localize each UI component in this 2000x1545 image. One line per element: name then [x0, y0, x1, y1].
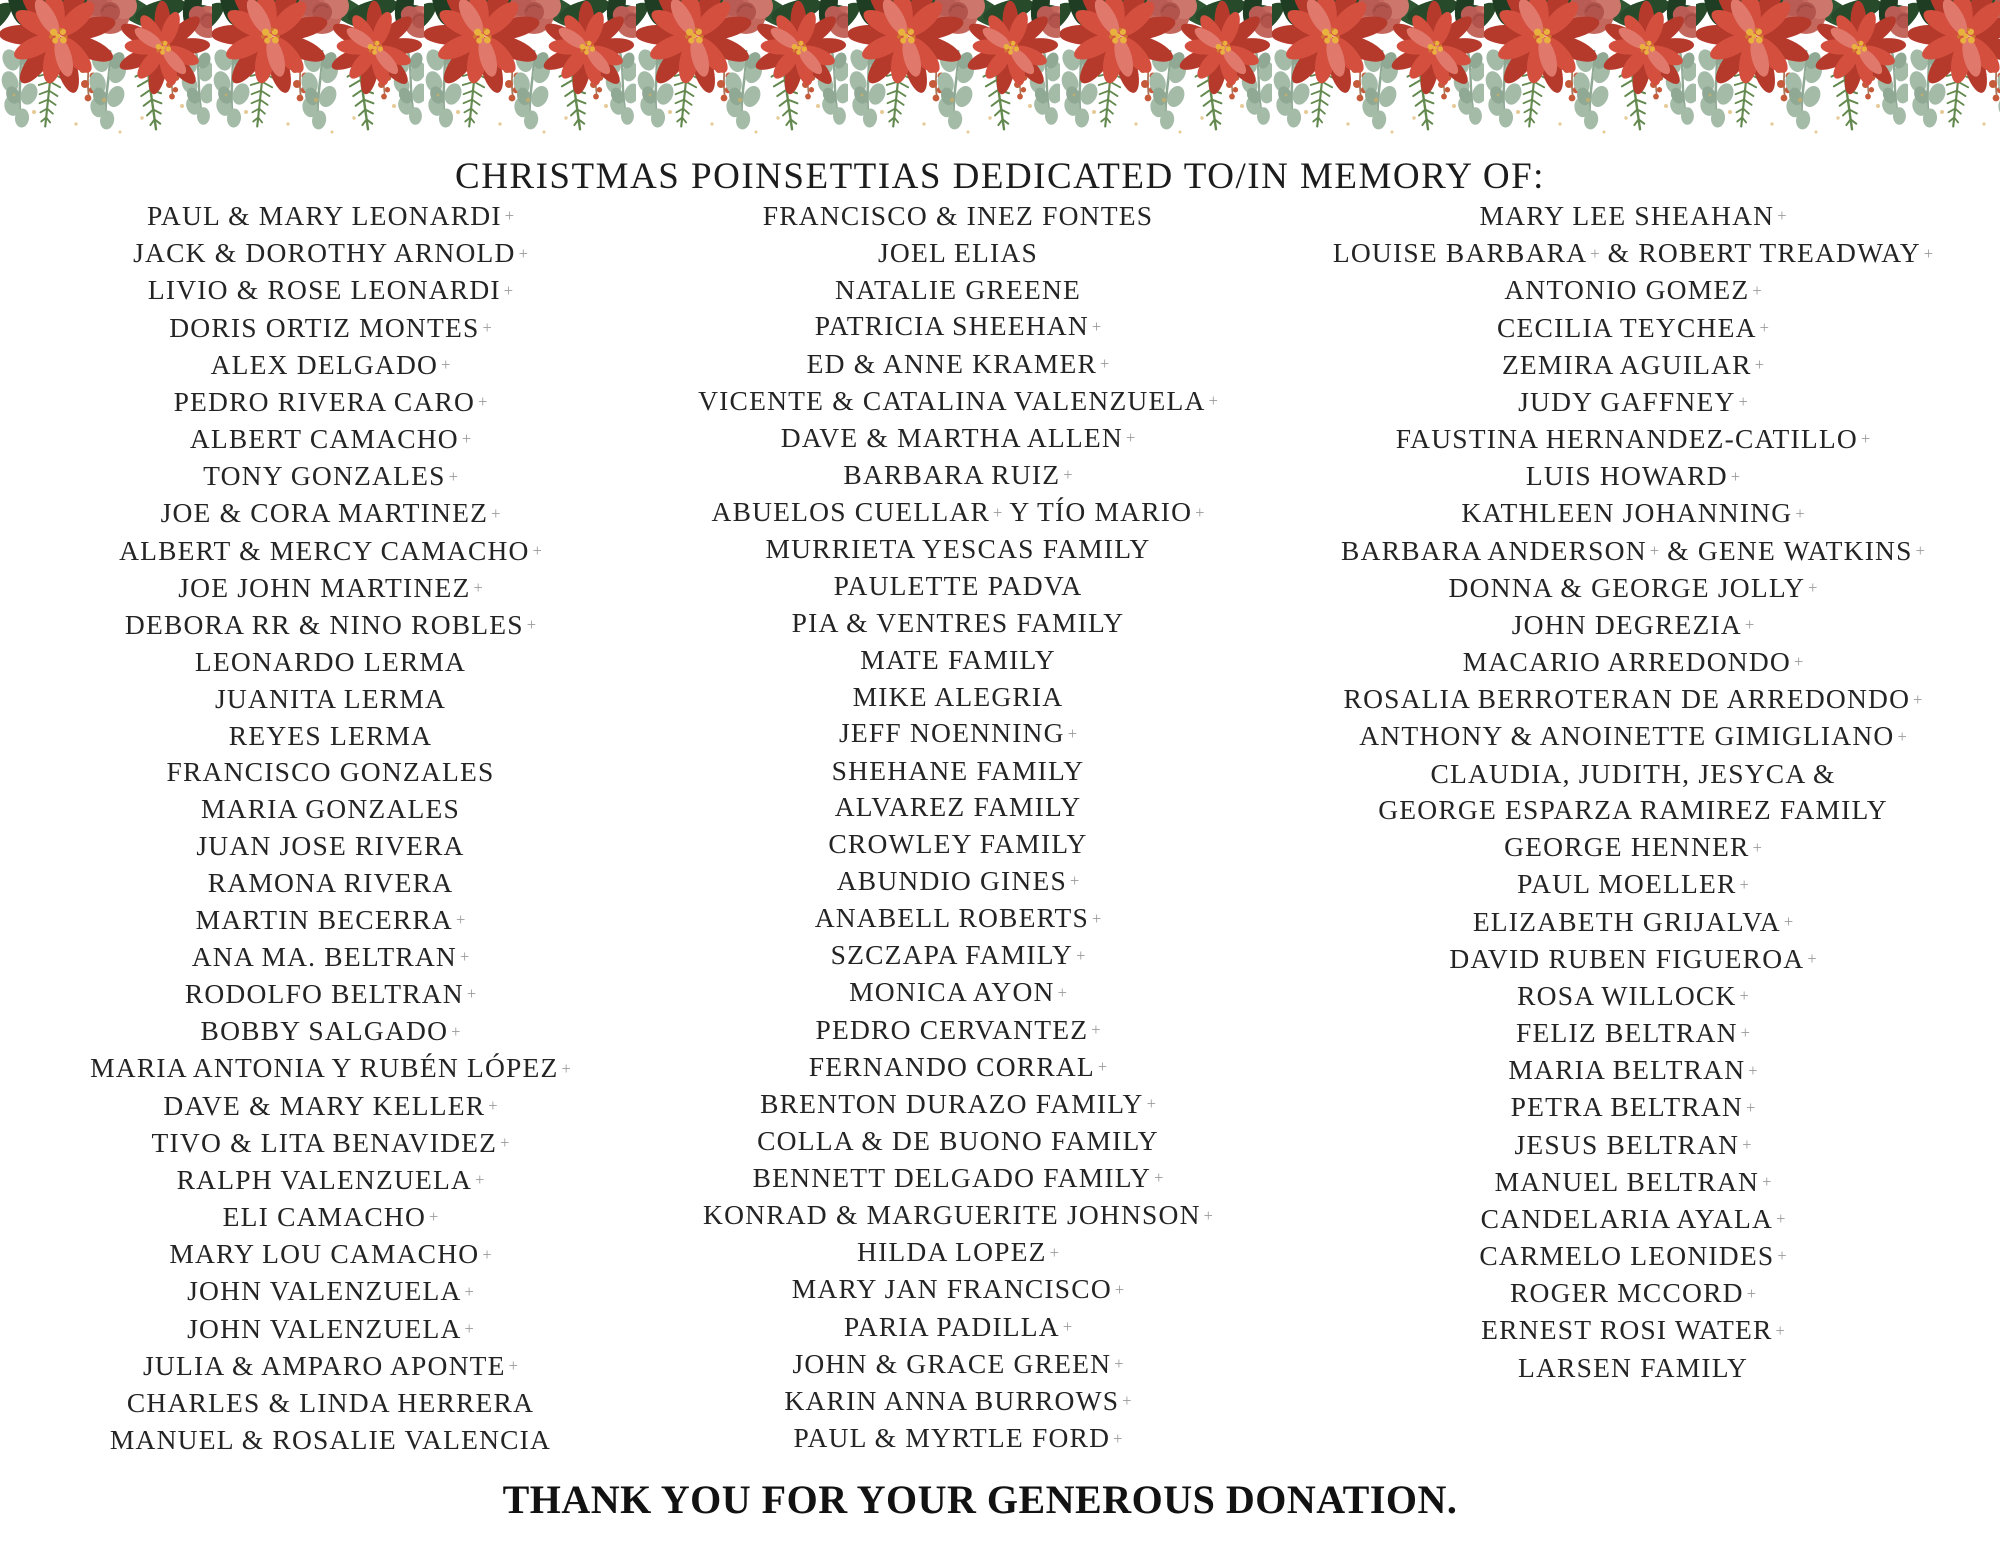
dedication-name: MARY LOU CAMACHO + — [169, 1238, 492, 1270]
dedication-name: FELIZ BELTRAN + — [1516, 1017, 1750, 1049]
dedication-name: JOHN DEGREZIA + — [1511, 608, 1755, 640]
dedication-name: DORIS ORTIZ MONTES + — [169, 311, 492, 343]
dedication-name: KONRAD & MARGUERITE JOHNSON + — [703, 1199, 1213, 1231]
memorial-cross-marker: + — [500, 1133, 510, 1153]
memorial-cross-marker: + — [475, 1170, 485, 1190]
memorial-cross-marker: + — [1775, 1320, 1785, 1340]
dedication-name: MARIA ANTONIA Y RUBÉN LÓPEZ + — [90, 1052, 571, 1084]
dedication-name: LIVIO & ROSE LEONARDI + — [147, 274, 514, 306]
memorial-cross-marker: + — [1808, 578, 1818, 598]
memorial-cross-marker: + — [466, 984, 477, 1004]
dedication-name: BARBARA ANDERSON + & GENE WATKINS + — [1341, 534, 1925, 566]
dedication-name: JUDY GAFFNEY + — [1518, 385, 1748, 417]
dedication-name: JACK & DOROTHY ARNOLD + — [133, 237, 528, 269]
dedication-name: ALBERT & MERCY CAMACHO + — [119, 534, 542, 566]
memorial-cross-marker: + — [1122, 1391, 1132, 1411]
dedication-name: JOEL ELIAS — [878, 236, 1038, 268]
memorial-cross-marker: + — [1590, 243, 1600, 263]
dedication-name: PAULETTE PADVA — [833, 570, 1083, 602]
memorial-cross-marker: + — [1097, 1057, 1108, 1077]
dedication-name: MARY JAN FRANCISCO + — [791, 1273, 1125, 1305]
poinsettia-garland — [0, 0, 2000, 150]
memorial-cross-marker: + — [1759, 317, 1769, 337]
memorial-cross-marker: + — [1730, 466, 1741, 486]
memorial-cross-marker: + — [1738, 392, 1748, 412]
memorial-cross-marker: + — [1100, 353, 1110, 373]
dedication-name: JUAN JOSE RIVERA — [196, 830, 465, 862]
dedication-name: PARIA PADILLA + — [843, 1310, 1073, 1342]
dedication-name: ANTONIO GOMEZ + — [1504, 274, 1762, 306]
memorial-cross-marker: + — [429, 1207, 439, 1227]
dedication-name: GEORGE HENNER + — [1504, 831, 1762, 863]
dedication-name: CARMELO LEONIDES + — [1479, 1240, 1787, 1272]
poinsettia-garland-illustration — [0, 0, 2000, 150]
memorial-cross-marker: + — [1746, 1097, 1756, 1117]
memorial-cross-marker: + — [1752, 280, 1762, 300]
dedication-name: HILDA LOPEZ + — [857, 1236, 1059, 1268]
memorial-cross-marker: + — [1783, 911, 1794, 931]
dedication-name: GEORGE ESPARZA RAMIREZ FAMILY — [1378, 794, 1888, 826]
dedication-column-middle — [633, 198, 1283, 1457]
dedication-name: CECILIA TEYCHEA + — [1497, 311, 1769, 343]
dedication-name: BOBBY SALGADO + — [200, 1015, 461, 1047]
dedication-name: JOHN VALENZUELA + — [187, 1312, 474, 1344]
dedication-name: DONNA & GEORGE JOLLY + — [1448, 571, 1818, 603]
dedication-column-left — [28, 198, 633, 1458]
dedication-name: BARBARA RUIZ + — [843, 459, 1073, 491]
memorial-cross-marker: + — [1777, 206, 1787, 226]
dedication-name: PATRICIA SHEEHAN + — [814, 310, 1102, 342]
dedication-name: MIKE ALEGRIA — [852, 680, 1064, 712]
memorial-cross-marker: + — [461, 429, 472, 449]
dedication-name: PEDRO CERVANTEZ + — [815, 1013, 1101, 1045]
dedication-name: TIVO & LITA BENAVIDEZ + — [151, 1126, 510, 1158]
dedication-name: ROSALIA BERROTERAN DE ARREDONDO + — [1343, 683, 1923, 715]
memorial-cross-marker: + — [1793, 652, 1804, 672]
memorial-cross-marker: + — [561, 1058, 571, 1078]
dedication-name: KATHLEEN JOHANNING + — [1461, 497, 1805, 529]
dedication-name: MATE FAMILY — [860, 643, 1056, 675]
memorial-cross-marker: + — [1091, 908, 1102, 928]
dedication-name: JOHN VALENZUELA + — [187, 1275, 474, 1307]
memorial-cross-marker: + — [451, 1021, 461, 1041]
dedication-name: PETRA BELTRAN + — [1510, 1091, 1756, 1123]
memorial-cross-marker: + — [1744, 615, 1755, 635]
memorial-cross-marker: + — [1076, 945, 1086, 965]
memorial-cross-marker: + — [1752, 837, 1762, 857]
memorial-cross-marker: + — [491, 503, 501, 523]
dedication-name: PAUL MOELLER + — [1517, 868, 1749, 900]
dedication-name: BRENTON DURAZO FAMILY + — [760, 1088, 1156, 1119]
memorial-cross-marker: + — [1746, 1283, 1756, 1303]
memorial-cross-marker: + — [1649, 540, 1660, 560]
memorial-cross-marker: + — [1069, 871, 1080, 891]
memorial-cross-marker: + — [1742, 1134, 1752, 1154]
dedication-name: LOUISE BARBARA + & ROBERT TREADWAY + — [1332, 237, 1934, 269]
memorial-cross-marker: + — [482, 317, 492, 337]
thank-you-message: THANK YOU FOR YOUR GENEROUS DONATION. — [502, 1477, 1458, 1522]
memorial-cross-marker: + — [1091, 316, 1102, 336]
dedication-name: MONICA AYON + — [849, 976, 1067, 1008]
memorial-cross-marker: + — [1739, 986, 1749, 1006]
dedication-name: ANTHONY & ANOINETTE GIMIGLIANO + — [1359, 720, 1907, 752]
dedication-name: MANUEL & ROSALIE VALENCIA — [109, 1423, 552, 1455]
dedication-name: MURRIETA YESCAS FAMILY — [765, 533, 1151, 565]
dedication-name: ABUNDIO GINES + — [836, 864, 1080, 896]
memorial-cross-marker: + — [1913, 689, 1923, 709]
dedication-name: COLLA & DE BUONO FAMILY — [757, 1125, 1159, 1157]
memorial-cross-marker: + — [1915, 540, 1925, 560]
memorial-cross-marker: + — [526, 615, 537, 635]
memorial-cross-marker: + — [448, 466, 458, 486]
memorial-cross-marker: + — [1754, 355, 1765, 375]
dedication-name: ELI CAMACHO + — [222, 1201, 439, 1233]
dedication-name: PAUL & MYRTLE FORD + — [793, 1422, 1123, 1454]
dedication-name: JOE JOHN MARTINEZ + — [178, 571, 483, 603]
dedication-name: REYES LERMA — [228, 719, 433, 751]
memorial-cross-marker: + — [1063, 465, 1073, 485]
dedication-name: MACARIO ARREDONDO + — [1462, 646, 1804, 678]
memorial-cross-marker: + — [1125, 428, 1136, 448]
dedication-name: ROGER MCCORD + — [1510, 1277, 1756, 1309]
dedication-name: ERNEST ROSI WATER + — [1481, 1314, 1785, 1346]
memorial-cross-marker: + — [1762, 1172, 1772, 1192]
memorial-cross-marker: + — [1062, 1317, 1073, 1337]
memorial-cross-marker: + — [1113, 1428, 1123, 1448]
dedication-name: PEDRO RIVERA CARO + — [173, 385, 488, 417]
memorial-cross-marker: + — [1776, 1209, 1786, 1229]
dedication-name: ANABELL ROBERTS + — [814, 902, 1102, 934]
memorial-cross-marker: + — [1114, 1354, 1124, 1374]
dedication-name: JULIA & AMPARO APONTE + — [143, 1349, 518, 1381]
memorial-cross-marker: + — [1049, 1242, 1059, 1262]
dedication-name: CROWLEY FAMILY — [828, 828, 1088, 860]
dedication-name: PAUL & MARY LEONARDI + — [146, 200, 515, 231]
dedication-name: JUANITA LERMA — [214, 682, 447, 714]
dedication-name: ROSA WILLOCK + — [1517, 979, 1749, 1011]
dedication-list — [28, 198, 1983, 1458]
memorial-cross-marker: + — [1807, 949, 1817, 969]
memorial-cross-marker: + — [1795, 503, 1805, 523]
dedication-name: RODOLFO BELTRAN + — [184, 977, 477, 1009]
dedication-name: LARSEN FAMILY — [1517, 1351, 1749, 1383]
dedication-name: SZCZAPA FAMILY + — [830, 939, 1086, 971]
memorial-cross-marker: + — [518, 243, 528, 263]
dedication-name: KARIN ANNA BURROWS + — [784, 1385, 1132, 1416]
memorial-cross-marker: + — [488, 1095, 498, 1115]
dedication-name: JOE & CORA MARTINEZ + — [160, 497, 501, 529]
dedication-name: RALPH VALENZUELA + — [176, 1163, 485, 1195]
dedication-name: VICENTE & CATALINA VALENZUELA + — [698, 384, 1218, 416]
dedication-name: FRANCISCO & INEZ FONTES — [762, 200, 1154, 231]
memorial-cross-marker: + — [441, 355, 451, 375]
memorial-cross-marker: + — [503, 280, 514, 300]
dedication-name: ALVAREZ FAMILY — [834, 791, 1082, 823]
memorial-cross-marker: + — [1860, 429, 1871, 449]
dedication-name: CLAUDIA, JUDITH, JESYCA & — [1430, 757, 1836, 789]
dedication-name: MARTIN BECERRA + — [195, 903, 466, 935]
memorial-cross-marker: + — [508, 1356, 518, 1376]
memorial-cross-marker: + — [1057, 982, 1067, 1002]
memorial-cross-marker: + — [1739, 874, 1749, 894]
dedication-name: PIA & VENTRES FAMILY — [791, 607, 1125, 639]
memorial-cross-marker: + — [464, 1281, 474, 1301]
memorial-cross-marker: + — [532, 540, 542, 560]
memorial-cross-marker: + — [1740, 1023, 1750, 1043]
memorial-cross-marker: + — [1748, 1060, 1758, 1080]
dedication-name: TONY GONZALES + — [203, 460, 458, 492]
dedication-name: FAUSTINA HERNANDEZ-CATILLO + — [1395, 423, 1871, 455]
memorial-cross-marker: + — [1154, 1168, 1164, 1188]
memorial-cross-marker: + — [1091, 1020, 1101, 1040]
dedication-column-right — [1283, 198, 1983, 1386]
dedication-name: ABUELOS CUELLAR + Y TÍO MARIO + — [711, 496, 1205, 528]
memorial-cross-marker: + — [459, 947, 470, 967]
memorial-cross-marker: + — [1897, 726, 1907, 746]
dedication-name: DAVE & MARY KELLER + — [163, 1089, 498, 1121]
dedication-name: MANUEL BELTRAN + — [1494, 1165, 1772, 1197]
memorial-cross-marker: + — [1208, 391, 1218, 411]
dedication-name: RAMONA RIVERA — [207, 866, 454, 898]
memorial-cross-marker: + — [464, 1318, 474, 1338]
memorial-cross-marker: + — [1067, 723, 1077, 743]
dedication-name: LEONARDO LERMA — [194, 646, 467, 678]
memorial-cross-marker: + — [1114, 1279, 1125, 1299]
dedication-name: JOHN & GRACE GREEN + — [792, 1347, 1124, 1379]
memorial-cross-marker: + — [993, 502, 1003, 522]
dedication-name: LUIS HOWARD + — [1525, 460, 1741, 492]
dedication-name: BENNETT DELGADO FAMILY + — [752, 1161, 1164, 1193]
dedication-name: MARIA BELTRAN + — [1508, 1054, 1758, 1086]
dedication-name: DEBORA RR & NINO ROBLES + — [124, 608, 537, 640]
memorial-cross-marker: + — [473, 578, 483, 598]
dedication-name: ZEMIRA AGUILAR + — [1501, 348, 1765, 380]
dedication-name: JEFF NOENNING + — [839, 717, 1077, 749]
dedication-name: ED & ANNE KRAMER + — [806, 347, 1110, 379]
dedication-name: ALBERT CAMACHO + — [189, 423, 472, 455]
dedication-name: FERNANDO CORRAL + — [808, 1050, 1108, 1082]
memorial-cross-marker: + — [1777, 1246, 1787, 1266]
page-title: CHRISTMAS POINSETTIAS DEDICATED TO/IN MEMORY OF: — [455, 155, 1545, 197]
memorial-cross-marker: + — [478, 392, 488, 412]
dedication-name: SHEHANE FAMILY — [831, 754, 1085, 786]
memorial-cross-marker: + — [504, 206, 515, 226]
dedication-name: JESUS BELTRAN + — [1514, 1128, 1752, 1160]
dedication-name: ELIZABETH GRIJALVA + — [1472, 905, 1794, 937]
memorial-cross-marker: + — [456, 910, 466, 930]
dedication-name: DAVE & MARTHA ALLEN + — [780, 421, 1136, 453]
dedication-name: ANA MA. BELTRAN + — [191, 940, 470, 972]
dedication-name: CANDELARIA AYALA + — [1480, 1202, 1786, 1234]
memorial-cross-marker: + — [1923, 243, 1934, 263]
dedication-name: ALEX DELGADO + — [210, 348, 451, 380]
memorial-cross-marker: + — [1146, 1094, 1156, 1114]
dedication-name: MARIA GONZALES — [201, 793, 460, 825]
dedication-name: FRANCISCO GONZALES — [166, 756, 495, 788]
dedication-name: NATALIE GREENE — [834, 273, 1081, 305]
memorial-cross-marker: + — [1195, 502, 1205, 522]
memorial-cross-marker: + — [482, 1244, 492, 1264]
memorial-cross-marker: + — [1203, 1205, 1213, 1225]
dedication-name: DAVID RUBEN FIGUEROA + — [1449, 942, 1817, 974]
dedication-name: CHARLES & LINDA HERRERA — [126, 1386, 535, 1418]
dedication-name: MARY LEE SHEAHAN + — [1479, 200, 1787, 231]
